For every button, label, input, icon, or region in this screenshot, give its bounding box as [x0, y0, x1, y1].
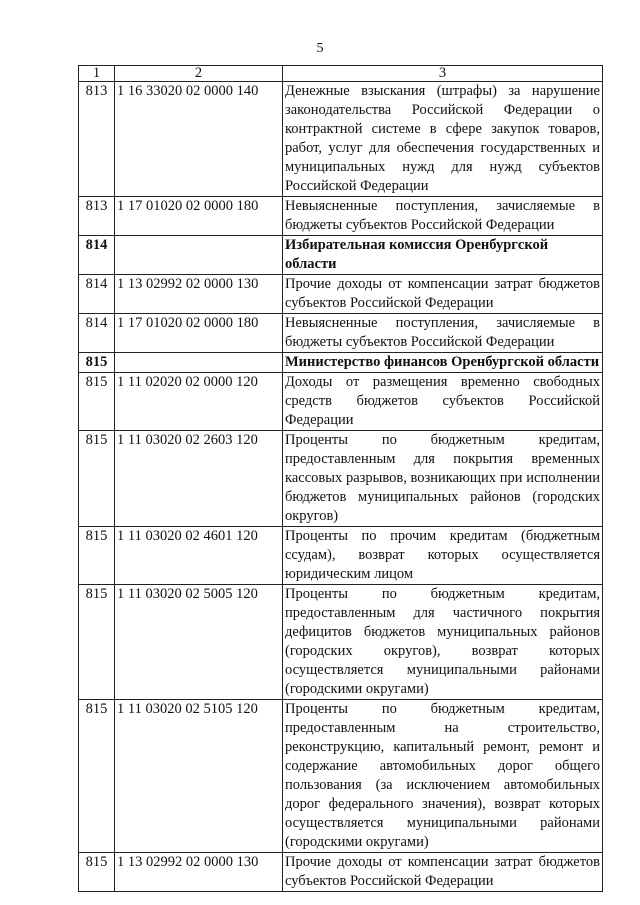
revenue-name-cell: Проценты по бюджетным кредитам, предоставленным на строительство, реконструкцию, капитальный ремонт, ремонт и содержание автомобильных дорог общего пользования (за исключением автомобильных дорог федерального значения), возврат которых осуществляется муниципальными районами (городскими округами)	[283, 700, 603, 853]
revenue-name-cell: Доходы от размещения временно свободных средств бюджетов субъектов Российской Федерации	[283, 373, 603, 431]
revenue-code-cell	[115, 353, 283, 373]
admin-code-cell: 814	[79, 275, 115, 314]
admin-code-cell: 813	[79, 197, 115, 236]
table-row	[79, 197, 603, 236]
administrator-heading-row	[79, 353, 603, 373]
page-number: 5	[316, 41, 324, 56]
revenue-name-cell: Прочие доходы от компенсации затрат бюджетов субъектов Российской Федерации	[283, 275, 603, 314]
admin-code-cell: 815	[79, 373, 115, 431]
admin-code-cell: 815	[79, 527, 115, 585]
revenue-code-cell: 1 17 01020 02 0000 180	[115, 314, 283, 353]
table-body	[79, 82, 603, 892]
revenue-code-cell: 1 11 02020 02 0000 120	[115, 373, 283, 431]
admin-code-cell: 813	[79, 82, 115, 197]
table-row	[79, 82, 603, 197]
admin-code-cell: 814	[79, 236, 115, 275]
table-row	[79, 585, 603, 700]
revenue-name-cell: Проценты по прочим кредитам (бюджетным ссудам), возврат которых осуществляется юридическим лицом	[283, 527, 603, 585]
revenue-code-cell: 1 13 02992 02 0000 130	[115, 275, 283, 314]
revenue-name-cell: Проценты по бюджетным кредитам, предоставленным для покрытия временных кассовых разрывов, возникающих при исполнении бюджетов муниципальных районов (городских округов)	[283, 431, 603, 527]
revenue-code-cell: 1 13 02992 02 0000 130	[115, 853, 283, 892]
revenue-code-cell: 1 11 03020 02 5105 120	[115, 700, 283, 853]
table-row	[79, 373, 603, 431]
admin-code-cell: 815	[79, 853, 115, 892]
admin-code-cell: 815	[79, 700, 115, 853]
column-header-name: 3	[283, 66, 603, 82]
revenue-code-cell: 1 17 01020 02 0000 180	[115, 197, 283, 236]
column-header-admin: 1	[79, 66, 115, 82]
administrator-name-cell: Избирательная комиссия Оренбургской области	[283, 236, 603, 275]
admin-code-cell: 815	[79, 353, 115, 373]
table-row	[79, 314, 603, 353]
revenue-codes-table	[78, 65, 603, 892]
table-header	[79, 66, 603, 82]
table-row	[79, 275, 603, 314]
table-row	[79, 700, 603, 853]
revenue-name-cell: Денежные взыскания (штрафы) за нарушение законодательства Российской Федерации о контрактной системе в сфере закупок товаров, работ, услуг для обеспечения государственных и муниципальных нужд для нужд субъектов Российской Федерации	[283, 82, 603, 197]
table-row	[79, 431, 603, 527]
table-row	[79, 853, 603, 892]
table-row	[79, 527, 603, 585]
revenue-code-cell: 1 11 03020 02 5005 120	[115, 585, 283, 700]
revenue-code-cell	[115, 236, 283, 275]
admin-code-cell: 815	[79, 585, 115, 700]
admin-code-cell: 815	[79, 431, 115, 527]
revenue-code-cell: 1 16 33020 02 0000 140	[115, 82, 283, 197]
revenue-code-cell: 1 11 03020 02 2603 120	[115, 431, 283, 527]
revenue-name-cell: Невыясненные поступления, зачисляемые в бюджеты субъектов Российской Федерации	[283, 314, 603, 353]
revenue-name-cell: Проценты по бюджетным кредитам, предоставленным для частичного покрытия дефицитов бюджетов муниципальных районов (городских округов), возврат которых осуществляется муниципальными районами (городскими округами)	[283, 585, 603, 700]
revenue-name-cell: Невыясненные поступления, зачисляемые в бюджеты субъектов Российской Федерации	[283, 197, 603, 236]
admin-code-cell: 814	[79, 314, 115, 353]
revenue-code-cell: 1 11 03020 02 4601 120	[115, 527, 283, 585]
column-header-code: 2	[115, 66, 283, 82]
revenue-name-cell: Прочие доходы от компенсации затрат бюджетов субъектов Российской Федерации	[283, 853, 603, 892]
administrator-heading-row	[79, 236, 603, 275]
administrator-name-cell: Министерство финансов Оренбургской области	[283, 353, 603, 373]
